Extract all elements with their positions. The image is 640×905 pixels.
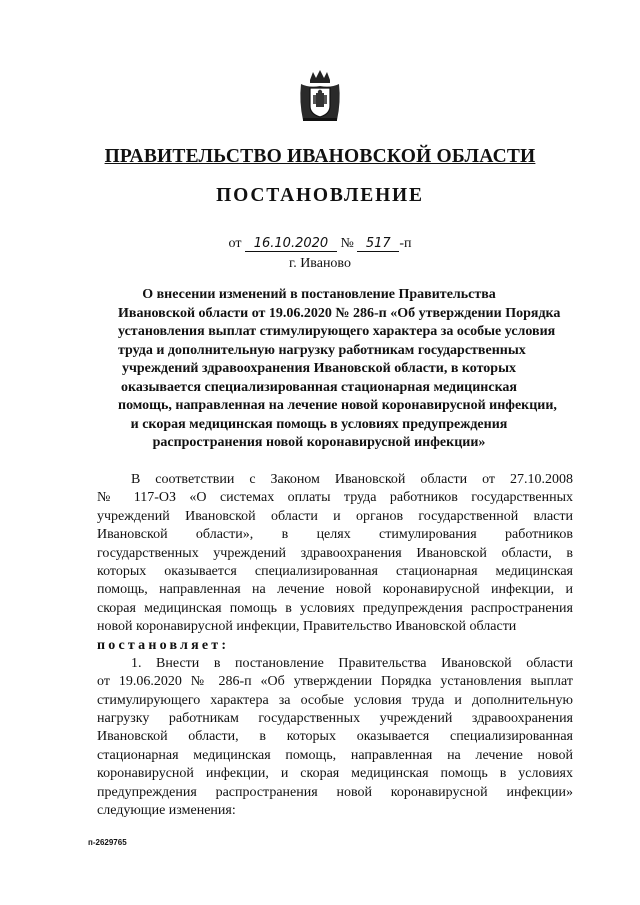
body-line: от 19.06.2020 № 286-п «Об утверждении Порядка установления выплат [97,674,573,690]
body-line: новой коронавирусной инфекции, Правительство Ивановской области [97,619,517,635]
date-number-line [0,236,640,252]
title-line: установления выплат стимулирующего характера за особые условия [118,324,556,339]
body-line: В соответствии с Законом Ивановской области от 27.10.2008 [131,472,573,487]
body-line: стимулирующего характера за особые условия труда и дополнительную [97,692,573,708]
document-code: п-2629765 [88,838,127,847]
body-line: коронавирусной инфекции, и скорая медицинская помощь в условиях [97,766,573,782]
handwritten-number: 517 [357,236,399,252]
body-line: № 117-ОЗ «О системах оплаты труда работников государственных [97,490,573,506]
body-line: предупреждения распространения новой коронавирусной инфекции» [97,784,573,800]
body-line: стационарная медицинская помощь, направленная на лечение новой [97,747,573,763]
body-line: которых оказывается специализированная стационарная медицинская [97,563,573,579]
title-line: Ивановской области от 19.06.2020 № 286-п «Об утверждении Порядка [118,305,561,321]
city-line: г. Иваново [289,256,351,271]
date-prefix: от [228,236,242,251]
title-line: учреждений здравоохранения Ивановской области, в которых [121,361,517,376]
document-type-heading: ПОСТАНОВЛЕНИЕ [216,185,424,206]
title-line: распространения новой коронавирусной инфекции» [152,435,486,450]
organization-heading: ПРАВИТЕЛЬСТВО ИВАНОВСКОЙ ОБЛАСТИ [104,146,536,167]
number-suffix: -п [399,236,412,251]
number-label: № [340,236,354,251]
body-line: государственных учреждений здравоохранения Ивановской области, в [97,545,573,561]
body-line: 1. Внести в постановление Правительства Ивановской области [131,655,573,671]
handwritten-date: 16.10.2020 [245,236,337,252]
document-title [118,286,561,453]
body-line: следующие изменения: [97,803,236,819]
document-body [97,471,573,820]
body-line: Ивановской области, в которых оказывается специализированная [97,729,573,745]
resolves-keyword: постановляет: [97,637,230,653]
title-line: О внесении изменений в постановление Правительства [142,287,496,302]
body-line: Ивановской области», в целях стимулирования работников [97,527,573,543]
title-line: помощь, направленная на лечение новой коронавирусной инфекции, [118,398,557,413]
title-line: оказывается специализированная стационарная медицинская [120,379,518,395]
body-line: учреждений Ивановской области и органов государственной власти [97,508,573,524]
body-line: нагрузку работникам государственных учреждений здравоохранения [97,711,573,727]
title-line: и скорая медицинская помощь в условиях предупреждения [130,416,508,432]
body-line: помощь, направленная на лечение новой коронавирусной инфекции, и [97,582,573,598]
coat-of-arms-emblem [297,68,343,124]
title-line: труда и дополнительную нагрузку работникам государственных [118,342,526,358]
body-line: скорая медицинская помощь в условиях предупреждения распространения [97,600,573,616]
